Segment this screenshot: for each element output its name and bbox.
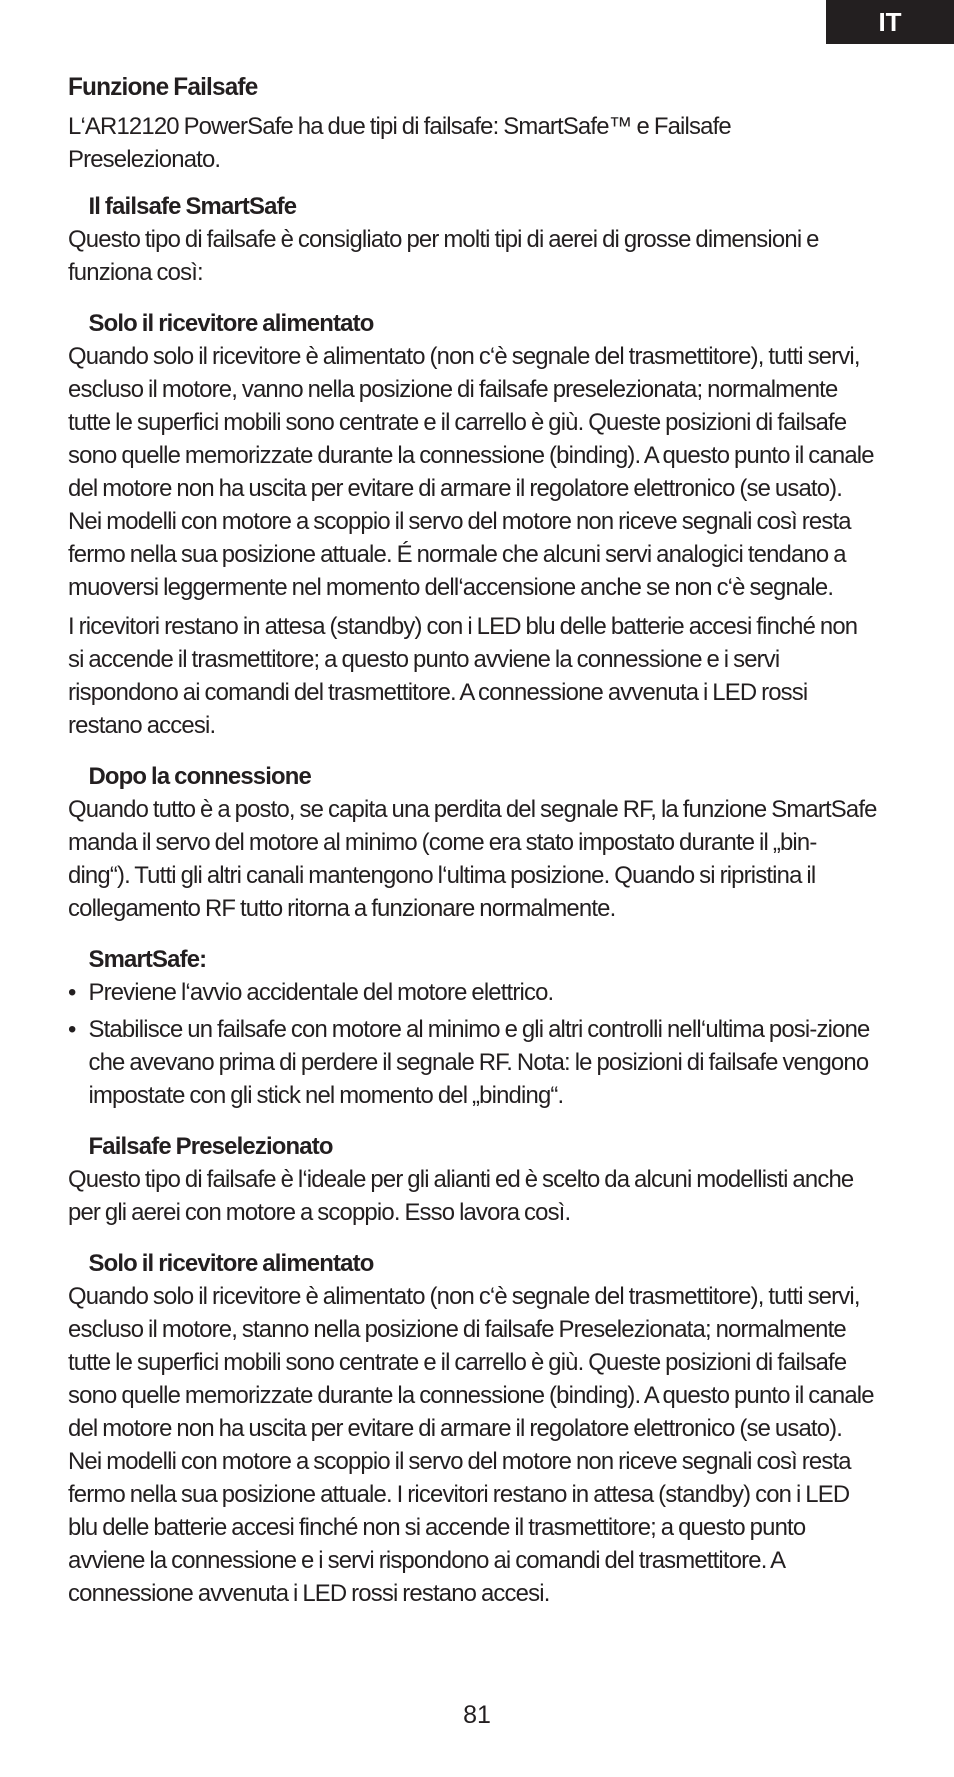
after-connection-paragraph: Quando tutto è a posto, se capita una perdita del segnale RF, la funzione SmartSafe manda il servo del motore al minimo (come era stato impostato durante il „bin-ding“). Tutti gli altri canali mantengono l‘ultima posizione. Quando si ripristina il collegamento RF tutto ritorna a funzionare normalmente. — [68, 796, 877, 922]
smartsafe-intro: Questo tipo di failsafe è consigliato per molti tipi di aerei di grosse dimensioni e funziona così: — [68, 226, 819, 286]
smartsafe-receiver-only-paragraph-2: I ricevitori restano in attesa (standby) con i LED blu delle batterie accesi finché non si accende il trasmettitore; a questo punto avviene la connessione e i servi rispondono ai comandi del trasmettitore. A connessione avvenuta i LED rossi restano accesi. — [68, 613, 858, 739]
preset-receiver-only-paragraph: Quando solo il ricevitore è alimentato (non c‘è segnale del trasmettitore), tutti servi, escluso il motore, stanno nella posizione di failsafe Preselezionata; normalmente tutte le superfici mobili sono centrate e il carrello è giù. Queste posizioni di failsafe sono quelle memorizzate durante la connessione (binding). A questo punto il canale del motore non ha uscita per evitare di armare il regolatore elettronico (se usato). Nei modelli con motore a scoppio il servo del motore non riceve segnali così resta fermo nella sua posizione attuale. I ricevitori restano in attesa (standby) con i LED blu delle batterie accesi finché non si accende il trasmettitore; a questo punto avviene la connessione e i servi rispondono ai comandi del trasmettitore. A connessione avvenuta i LED rossi restano accesi. — [68, 1283, 874, 1607]
bullet-icon: • — [68, 1016, 76, 1043]
list-item — [68, 1013, 877, 1112]
section-intro: L‘AR12120 PowerSafe ha due tipi di failsafe: SmartSafe™ e Failsafe Preselezionato. — [68, 113, 731, 173]
section-title: Funzione Failsafe — [68, 73, 258, 101]
smartsafe-bullet-list — [68, 976, 877, 1112]
bullet-icon: • — [68, 979, 76, 1006]
smartsafe-summary-heading: SmartSafe: — [88, 946, 207, 973]
preset-failsafe-intro: Questo tipo di failsafe è l‘ideale per gli alianti ed è scelto da alcuni modellisti anche per gli aerei con motore a scoppio. Esso lavora così. — [68, 1166, 854, 1226]
page-content — [68, 70, 877, 1616]
list-item — [68, 976, 877, 1009]
preset-receiver-only-heading: Solo il ricevitore alimentato — [88, 1250, 374, 1277]
smartsafe-receiver-only-heading: Solo il ricevitore alimentato — [88, 310, 374, 337]
smartsafe-heading: Il failsafe SmartSafe — [88, 193, 297, 220]
bullet-text: Previene l‘avvio accidentale del motore elettrico. — [88, 979, 554, 1006]
bullet-text: Stabilisce un failsafe con motore al minimo e gli altri controlli nell‘ultima posi-zione che avevano prima di perdere il segnale RF. Nota: le posizioni di failsafe vengono impostate con gli stick nel momento del „binding“. — [88, 1016, 870, 1109]
page-number: 81 — [463, 1701, 491, 1729]
language-tab: IT — [826, 0, 954, 44]
after-connection-heading: Dopo la connessione — [88, 763, 312, 790]
smartsafe-receiver-only-paragraph-1: Quando solo il ricevitore è alimentato (non c‘è segnale del trasmettitore), tutti servi, escluso il motore, vanno nella posizione di failsafe preselezionata; normalmente tutte le superfici mobili sono centrate e il carrello è giù. Queste posizioni di failsafe sono quelle memorizzate durante la connessione (binding). A questo punto il canale del motore non ha uscita per evitare di armare il regolatore elettronico (se usato). Nei modelli con motore a scoppio il servo del motore non riceve segnali così resta fermo nella sua posizione attuale. É normale che alcuni servi analogici tendano a muoversi leggermente nel momento dell‘accensione anche se non c‘è segnale. — [68, 343, 874, 601]
preset-failsafe-heading: Failsafe Preselezionato — [88, 1133, 333, 1160]
